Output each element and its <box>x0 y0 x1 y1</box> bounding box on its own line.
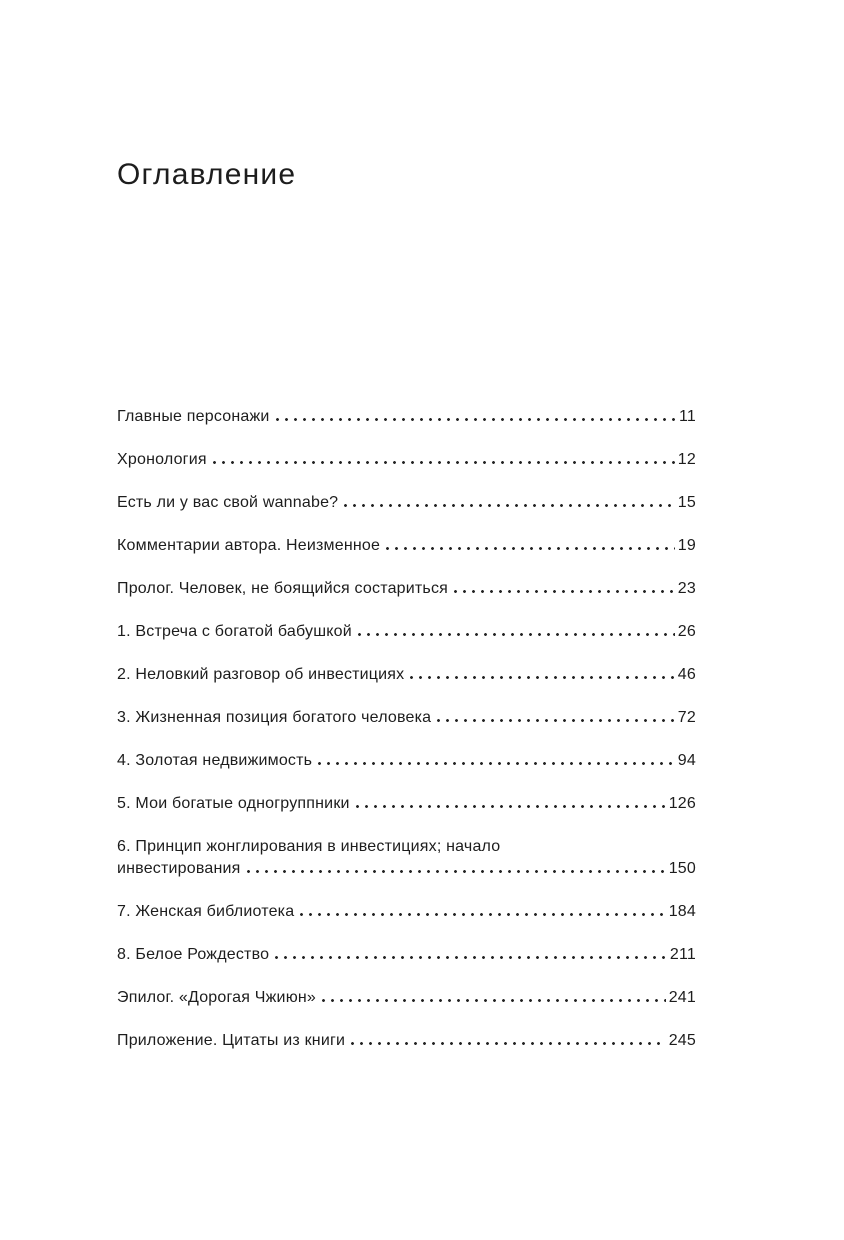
toc-entry-label: Эпилог. «Дорогая Чжиюн» <box>117 989 317 1006</box>
dot-leader <box>437 719 675 722</box>
dot-leader <box>351 1042 666 1045</box>
toc-entry <box>117 944 696 966</box>
toc-entry <box>117 621 696 643</box>
toc-entry-label: Комментарии автора. Неизменное <box>117 537 381 554</box>
dot-leader <box>247 870 666 873</box>
toc-entry-label: 6. Принцип жонглирования в инвестициях; начало <box>117 838 501 855</box>
toc-entry <box>117 535 696 557</box>
toc-entry-label: 3. Жизненная позиция богатого человека <box>117 709 432 726</box>
toc-entry-page: 94 <box>677 752 696 769</box>
dot-leader <box>322 999 666 1002</box>
toc-entry-label: Есть ли у вас свой wannabe? <box>117 494 339 511</box>
dot-leader <box>300 913 665 916</box>
dot-leader <box>275 956 667 959</box>
toc-entry <box>117 793 696 815</box>
toc-entry-label: Пролог. Человек, не боящийся состариться <box>117 580 449 597</box>
toc-entry-label: 7. Женская библиотека <box>117 903 295 920</box>
toc-entry <box>117 707 696 729</box>
toc-entry-page: 241 <box>668 989 696 1006</box>
toc-entry <box>117 492 696 514</box>
toc-entry <box>117 901 696 923</box>
dot-leader <box>344 504 675 507</box>
toc-entry-page: 11 <box>678 408 696 425</box>
toc-entry-page: 19 <box>677 537 696 554</box>
page-title: Оглавление <box>117 158 297 192</box>
toc-entry-page: 245 <box>668 1032 696 1049</box>
toc-entry <box>117 1030 696 1052</box>
dot-leader <box>356 805 666 808</box>
toc-entry <box>117 836 696 880</box>
toc-entry-page: 12 <box>677 451 696 468</box>
dot-leader <box>386 547 675 550</box>
toc-entry-label: 8. Белое Рождество <box>117 946 270 963</box>
toc-entry-page: 72 <box>677 709 696 726</box>
toc-entry-page: 23 <box>677 580 696 597</box>
toc-entry <box>117 578 696 600</box>
toc-entry-page: 46 <box>677 666 696 683</box>
dot-leader <box>318 762 675 765</box>
toc-entry-page: 211 <box>669 946 696 963</box>
toc-entry-label: 1. Встреча с богатой бабушкой <box>117 623 352 640</box>
toc-entry-label: 4. Золотая недвижимость <box>117 752 313 769</box>
toc-entry-label: Главные персонажи <box>117 408 270 425</box>
dot-leader <box>276 418 676 421</box>
toc-entry <box>117 449 696 471</box>
toc-entry <box>117 750 696 772</box>
toc-entry-label: Приложение. Цитаты из книги <box>117 1032 346 1049</box>
toc-entry <box>117 406 696 428</box>
toc-entry-label-continuation: инвестирования <box>117 860 241 877</box>
toc-entry-page: 15 <box>677 494 696 511</box>
toc-entry-page: 184 <box>668 903 696 920</box>
toc-entry-page: 150 <box>668 860 696 877</box>
dot-leader <box>213 461 675 464</box>
toc-entry-page: 26 <box>677 623 696 640</box>
toc-entry-label: Хронология <box>117 451 207 468</box>
dot-leader <box>454 590 675 593</box>
toc-entry <box>117 664 696 686</box>
toc-entry <box>117 987 696 1009</box>
toc-entry-page: 126 <box>668 795 696 812</box>
toc-entry-label: 5. Мои богатые одногруппники <box>117 795 350 812</box>
dot-leader <box>410 676 674 679</box>
table-of-contents <box>117 406 696 1073</box>
toc-entry-label: 2. Неловкий разговор об инвестициях <box>117 666 405 683</box>
dot-leader <box>358 633 675 636</box>
